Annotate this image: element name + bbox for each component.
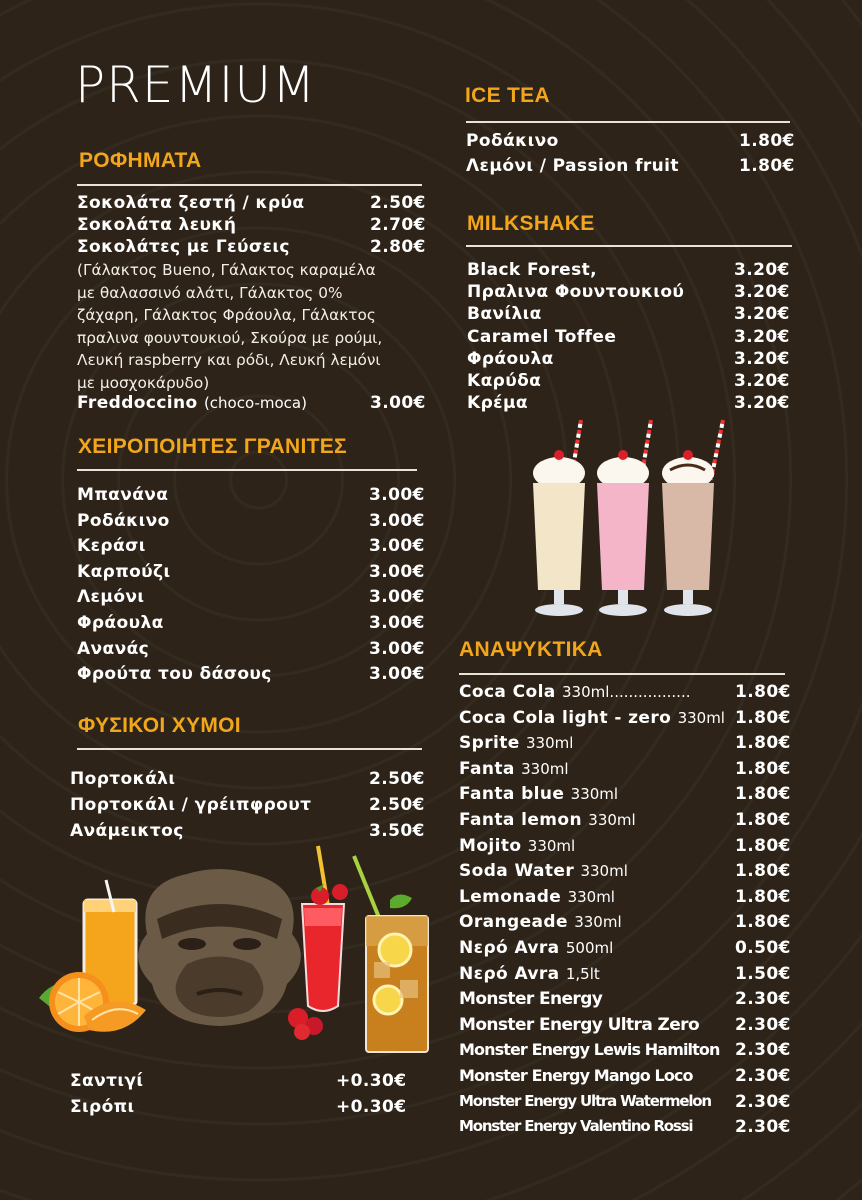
item-price: 3.20€: [734, 393, 790, 414]
item-name: Fanta blue: [459, 784, 565, 805]
item-price: 0.50€: [735, 937, 791, 958]
item-name: Lemonade: [459, 886, 562, 907]
item-price: 3.00€: [369, 587, 425, 608]
item-name: Monster Energy Valentino Rossi: [459, 1117, 693, 1136]
item-name: Πραλινα Φουντουκιού: [467, 282, 685, 303]
list-item: [70, 1071, 405, 1097]
rofimata-list: [77, 193, 426, 259]
item-name: Ροδάκινο: [466, 131, 559, 151]
item-name: Μπανάνα: [77, 485, 169, 505]
brand-title: PREMIUM: [75, 56, 317, 114]
item-price: 1.50€: [735, 963, 791, 984]
list-item: [467, 393, 792, 415]
section-title-anapsyktika: ΑΝΑΨΥΚΤΙΚΑ: [459, 638, 603, 661]
item-price: 3.00€: [369, 536, 425, 557]
item-price: 3.20€: [734, 304, 790, 325]
item-price: 2.50€: [370, 193, 426, 213]
icetea-list: [466, 131, 796, 181]
divider: [77, 469, 417, 471]
list-item: [77, 485, 423, 511]
item-price: 1.80€: [735, 758, 791, 779]
description-line: με μοσχοκάρυδο): [77, 373, 210, 392]
item-price: 2.30€: [735, 1065, 791, 1086]
list-item: [459, 708, 789, 734]
item-name: Λεμόνι: [77, 587, 145, 608]
list-item: [77, 215, 426, 237]
item-name: Fanta lemon: [459, 809, 582, 830]
item-price: 3.00€: [369, 664, 425, 685]
item-note: 330ml: [527, 836, 576, 855]
item-price: 1.80€: [735, 784, 791, 805]
item-note: 330ml: [677, 708, 725, 727]
item-price: 2.30€: [735, 1091, 791, 1112]
list-item: [467, 371, 792, 393]
anapsyktika-list: [459, 682, 789, 1143]
list-item: [459, 912, 789, 938]
list-item: [70, 821, 425, 847]
item-note: 330ml: [526, 734, 574, 753]
xymoi-list: [70, 769, 425, 847]
item-name: Νερό Avra: [459, 937, 560, 958]
item-name: Λεμόνι / Passion fruit: [466, 156, 679, 176]
divider: [466, 121, 790, 123]
list-item: [459, 810, 789, 836]
item-name: Σοκολάτα λευκή: [77, 215, 237, 235]
item-name: Κεράσι: [77, 536, 146, 557]
item-note: 330ml: [574, 913, 622, 932]
divider: [77, 748, 422, 750]
milkshake-list: [467, 260, 792, 415]
item-note: 330ml.................: [562, 683, 691, 701]
item-name: Black Forest,: [467, 260, 597, 280]
list-item: [459, 861, 789, 887]
item-price: 3.00€: [369, 510, 425, 531]
item-name: Monster Energy Mango Loco: [459, 1065, 693, 1085]
item-price: 2.50€: [369, 795, 425, 815]
item-price: 1.80€: [735, 886, 791, 907]
item-name: Monster Energy Ultra Zero: [459, 1014, 700, 1035]
list-item: [459, 1066, 789, 1092]
item-price: 2.30€: [735, 1040, 791, 1061]
item-note: 1,5lt: [565, 964, 600, 983]
section-title-granites: ΧΕΙΡΟΠΟΙΗΤΕΣ ΓΡΑΝΙΤΕΣ: [78, 435, 347, 458]
item-price: 1.80€: [735, 733, 791, 754]
section-title-rofimata: ΡΟΦΗΜΑΤΑ: [79, 149, 202, 172]
item-name: Σοκολάτα ζεστή / κρύα: [77, 193, 305, 213]
list-item: [70, 795, 425, 821]
item-price: 3.20€: [734, 348, 790, 369]
list-item: [459, 938, 789, 964]
divider: [466, 245, 792, 247]
list-item: [466, 156, 796, 181]
description-line: (Γάλακτος Bueno, Γάλακτος καραμέλα: [77, 261, 376, 279]
list-item: [70, 769, 425, 795]
extras-list: [70, 1071, 405, 1123]
item-name: Coca Cola: [459, 682, 556, 702]
list-item: [467, 304, 792, 326]
item-name: Κρέμα: [467, 393, 528, 414]
list-item: [77, 536, 423, 562]
item-note: 330ml: [580, 862, 628, 881]
item-name: Fanta: [459, 758, 515, 779]
item-name: Monster Energy Ultra Watermelon: [459, 1091, 711, 1110]
section-title-icetea: ICE TEA: [465, 84, 550, 107]
list-item: [77, 587, 423, 613]
item-note: (choco-moca): [203, 394, 307, 412]
item-price: 3.00€: [369, 638, 425, 659]
item-price: 3.00€: [369, 561, 425, 582]
item-note: 330ml: [570, 785, 619, 804]
list-item: [467, 327, 792, 349]
flavors-description: [77, 259, 422, 395]
list-item: [459, 989, 789, 1015]
item-note: 500ml: [565, 938, 614, 957]
list-item: [467, 349, 792, 371]
item-name: Καρπούζι: [77, 561, 171, 582]
item-name: Orangeade: [459, 912, 568, 933]
item-price: 1.80€: [735, 835, 791, 856]
list-item: [466, 131, 796, 156]
item-name: Ανανάς: [77, 638, 150, 659]
section-title-milkshake: MILKSHAKE: [467, 212, 595, 235]
item-name: Καρύδα: [467, 370, 542, 391]
item-name: Caramel Toffee: [467, 326, 617, 347]
item-name: Sprite: [459, 733, 520, 754]
item-price: 2.30€: [735, 1117, 791, 1138]
item-note: 330ml: [588, 810, 636, 829]
item-name: Σιρόπι: [70, 1097, 135, 1117]
section-title-xymoi: ΦΥΣΙΚΟΙ ΧΥΜΟΙ: [78, 714, 241, 737]
item-name: Ανάμεικτος: [70, 821, 184, 841]
item-price: 2.80€: [370, 237, 426, 257]
item-price: 3.20€: [734, 326, 790, 347]
divider: [459, 673, 785, 675]
milkshake-glasses-illustration: [525, 415, 730, 625]
item-name: Monster Energy: [459, 989, 603, 1010]
item-name: Ροδάκινο: [77, 510, 170, 531]
item-price: 2.30€: [735, 989, 791, 1010]
item-name: Φράουλα: [467, 348, 554, 369]
item-price: 3.50€: [369, 821, 425, 841]
item-price: 2.50€: [369, 769, 425, 789]
list-item: [459, 733, 789, 759]
description-line: πραλινα φουντουκιού, Σκούρα με ρούμι,: [77, 328, 383, 347]
description-line: Λευκή raspberry και ρόδι, Λευκή λεμόνι: [77, 351, 381, 370]
item-name: Φράουλα: [77, 612, 164, 633]
list-item: [459, 1015, 789, 1041]
item-price: 3.20€: [734, 370, 790, 391]
list-item-freddoccino: [77, 393, 426, 415]
item-price: 3.00€: [369, 485, 425, 505]
list-item: [459, 1117, 789, 1143]
list-item: [77, 639, 423, 665]
item-name: Freddoccino: [77, 393, 198, 413]
list-item: [77, 664, 423, 690]
item-price: 2.30€: [735, 1014, 791, 1035]
list-item: [77, 511, 423, 537]
list-item: [77, 562, 423, 588]
list-item: [467, 260, 792, 282]
list-item: [459, 1092, 789, 1118]
list-item: [77, 193, 426, 215]
description-line: ζάχαρη, Γάλακτος Φράουλα, Γάλακτος: [77, 306, 376, 325]
item-name: Νερό Avra: [459, 963, 560, 984]
list-item: [459, 836, 789, 862]
item-price: 1.80€: [735, 861, 791, 882]
item-name-group: [77, 393, 307, 413]
item-name: Coca Cola light - zero: [459, 707, 672, 728]
list-item: [459, 964, 789, 990]
list-item: [467, 282, 792, 304]
item-price: 1.80€: [739, 131, 795, 151]
item-name: Σαντιγί: [70, 1071, 144, 1091]
list-item: [459, 759, 789, 785]
item-price: 1.80€: [739, 156, 795, 176]
item-name: Σοκολάτες με Γεύσεις: [77, 237, 290, 257]
item-price: 3.20€: [734, 260, 790, 280]
description-line: με θαλασσινό αλάτι, Γάλακτος 0%: [77, 283, 343, 302]
item-name: Φρούτα του δάσους: [77, 664, 272, 685]
item-note: 330ml: [521, 759, 569, 778]
item-name: Monster Energy Lewis Hamilton: [459, 1040, 720, 1060]
list-item: [459, 1040, 789, 1066]
item-price: 3.00€: [369, 612, 425, 633]
item-name: Βανίλια: [467, 304, 542, 325]
item-name: Soda Water: [459, 861, 575, 882]
item-name: Πορτοκάλι / γρέιπφρουτ: [70, 795, 312, 815]
item-note: 330ml: [567, 887, 615, 906]
item-price: 1.80€: [735, 707, 791, 728]
item-price: 1.80€: [735, 809, 791, 830]
item-price: +0.30€: [336, 1097, 407, 1117]
divider: [77, 184, 422, 186]
item-price: 3.00€: [370, 393, 426, 413]
item-price: 3.20€: [734, 282, 790, 303]
item-name: Mojito: [459, 835, 522, 856]
item-price: +0.30€: [336, 1071, 407, 1091]
item-price: 1.80€: [735, 912, 791, 933]
list-item: [70, 1097, 405, 1123]
list-item: [459, 682, 789, 708]
item-price: 2.70€: [370, 215, 426, 235]
list-item: [77, 237, 426, 259]
item-price: 1.80€: [735, 682, 791, 702]
list-item: [459, 784, 789, 810]
granites-list: [77, 485, 423, 690]
list-item: [459, 887, 789, 913]
list-item: [77, 613, 423, 639]
item-name: Πορτοκάλι: [70, 769, 176, 789]
iced-tea-illustration: [340, 850, 440, 1060]
